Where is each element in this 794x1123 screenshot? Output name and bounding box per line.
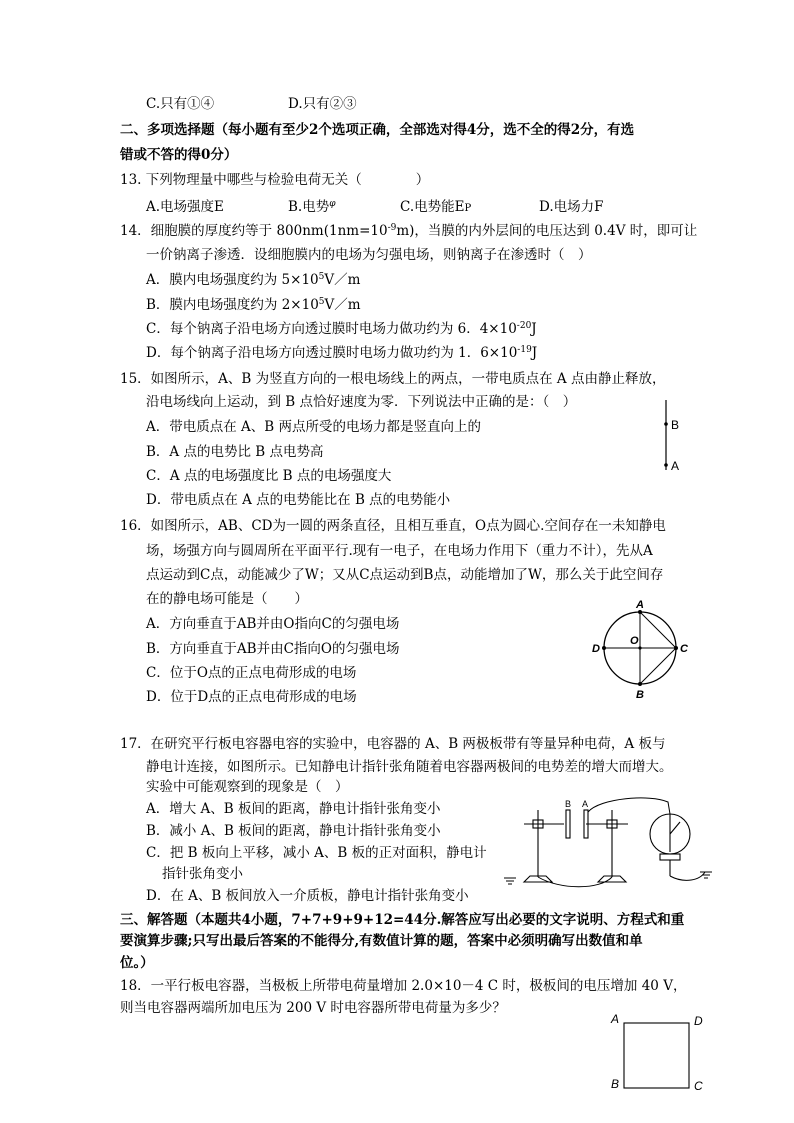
label-a: A [582,799,589,809]
section2-heading: 二、多项选择题（每小题有至少2个选项正确，全部选对得4分，选不全的得2分，有选 [120,122,635,138]
point-b [664,422,668,426]
label-d: D [592,643,600,655]
q14-option-d: D．每个钠离子沿电场方向透过膜时电场力做功约为 1．$6\times 10^{-19}J$ [146,345,538,361]
q13-option-a: A.电场强度E [146,199,224,215]
q13-option-d: D.电场力F [539,199,604,215]
q16-circle-figure [590,599,700,702]
q12-option-c: C.只有①④ [146,96,215,112]
q15-option-b: B．A 点的电势比 B 点电势高 [146,444,324,460]
q13-option-b: B.电势$^\varphi$ [288,199,336,215]
q14-option-c: C．每个钠离子沿电场方向透过膜时电场力做功约为 6．$4\times 10^{-20}J$ [146,321,537,337]
section2-heading-cont: 错或不答的得0分） [120,147,238,163]
label-b: B [565,799,572,809]
q16-stem-cont1: 场，场强方向与圆周所在平面平行.现有一电子，在电场力作用下（重力不计），先从A [146,543,653,559]
q15-stem: 15．如图所示，A、B 为竖直方向的一根电场线上的两点，一带电质点在 A 点由静止释放， [120,371,666,387]
q18-square-figure [608,1012,708,1094]
q16-stem: 16．如图所示，AB、CD为一圆的两条直径，且相互垂直，O点为圆心.空间存在一未知静电 [120,518,666,534]
q13-stem: 13. 下列物理量中哪些与检验电荷无关（ ） [120,172,430,188]
label-b: B [611,1077,620,1091]
q18-stem-cont: 则当电容器两端所加电压为 200 V 时电容器所带电荷量为多少？ [120,1000,506,1016]
section3-heading-cont1: 要演算步骤;只写出最后答案的不能得分,有数值计算的题，答案中必须明确写出数值和单 [120,933,643,949]
q12-option-d: D.只有②③ [288,96,357,112]
q16-option-d: D．位于D点的正点电荷形成的电场 [146,689,357,705]
q16-option-a: A．方向垂直于AB并由O指向C的匀强电场 [146,616,400,632]
label-d: D [694,1014,703,1028]
right-stand [584,810,628,882]
q17-option-b: B．减小 A、B 板间的距离，静电计指针张角变小 [146,823,441,839]
q13-option-c: C.电势能EP [400,199,472,215]
q17-option-d: D．在 A、B 板间放入一介质板，静电计指针张角变小 [146,888,469,904]
q17-apparatus-figure [500,792,715,892]
label-b: B [671,418,680,432]
section3-heading-cont2: 位。） [120,955,154,971]
q14-stem: 14．细胞膜的厚度约等于 $800nm(1nm=10^{-9}m)$，当膜的内外层间的电压达到 0.4V 时，即可让 [120,223,698,239]
square [624,1023,689,1088]
q14-option-b: B．膜内电场强度约为 $2\times 10^5V/m$ [146,297,361,313]
label-o: O [630,635,639,647]
q16-stem-cont3: 在的静电场可能是（ ） [146,591,308,607]
q15-option-d: D．带电质点在 A 点的电势能比在 B 点的电势能小 [146,492,451,508]
q15-option-a: A．带电质点在 A、B 两点所受的电场力都是竖直向上的 [146,419,482,435]
label-a: A [671,459,680,473]
left-stand [524,810,570,882]
q17-stem-cont2: 实验中可能观察到的现象是（ ） [146,779,349,795]
q15-field-line-figure [655,398,695,478]
q17-option-c: C．把 B 板向上平移，减小 A、B 板的正对面积，静电计 [146,845,487,861]
label-a: A [611,1012,620,1026]
point-a [664,463,668,467]
q17-stem: 17．在研究平行板电容器电容的实验中，电容器的 A、B 两极板带有等量异种电荷，A 板与 [120,736,666,752]
q15-stem-cont: 沿电场线向上运动，到 B 点恰好速度为零．下列说法中正确的是：（ ） [146,394,577,410]
section3-heading: 三、解答题（本题共4小题，7+7+9+9+12=44分.解答应写出必要的文字说明、方程式和重 [120,912,685,928]
wire [588,798,670,814]
q17-stem-cont1: 静电计连接，如图所示。已知静电计指针张角随着电容器两极间的电势差的增大而增大。 [146,759,673,775]
label-c: C [694,1079,703,1093]
label-b: B [636,689,644,701]
q18-stem: 18．一平行板电容器，当极板上所带电荷量增加 2.0×10－4 C 时，极板间的电压增加 40 V， [120,978,687,994]
electroscope [650,814,690,876]
q17-option-a: A．增大 A、B 板间的距离，静电计指针张角变小 [146,801,441,817]
q17-option-c-cont: 指针张角变小 [162,866,243,882]
q15-option-c: C．A 点的电场强度比 B 点的电场强度大 [146,468,392,484]
label-a: A [636,599,644,611]
q16-option-c: C．位于O点的正点电荷形成的电场 [146,665,357,681]
label-c: C [680,643,688,655]
q16-option-b: B．方向垂直于AB并由C指向O的匀强电场 [146,641,400,657]
q14-option-a: A．膜内电场强度约为 $5\times 10^5V/m$ [146,272,361,288]
ground-wire [538,872,705,887]
q14-stem-cont: 一价钠离子渗透．设细胞膜内的电场为匀强电场，则钠离子在渗透时（ ） [146,247,592,263]
q16-stem-cont2: 点运动到C点，动能减少了W；又从C点运动到B点，动能增加了W，那么关于此空间存 [146,567,664,583]
